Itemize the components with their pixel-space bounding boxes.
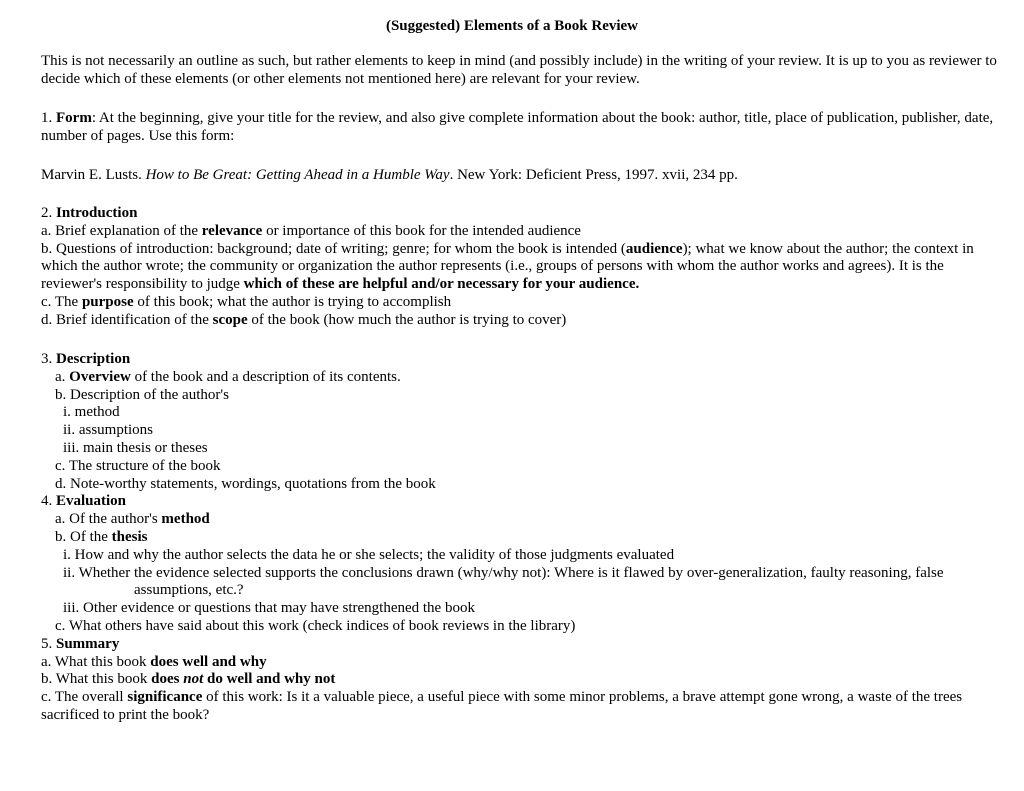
eval-item-b-ii: ii. Whether the evidence selected supports the conclusions drawn (why/why not): Where is it flawed by over-generalization, faulty reasoning, false — [63, 564, 944, 581]
citation-title: How to Be Great: Getting Ahead in a Humble Way — [145, 167, 450, 183]
section-form — [41, 110, 1006, 146]
eval-item-b: b. Of the thesis — [55, 528, 148, 545]
section-introduction — [41, 205, 1006, 330]
item-a: a. Brief explanation of the relevance or importance of this book for the intended audience — [41, 222, 581, 239]
citation-author: Marvin E. Lusts. — [41, 167, 146, 183]
eval-item-b-ii-cont: assumptions, etc.? — [134, 582, 244, 599]
section-evaluation-heading — [41, 493, 1006, 511]
section-number: 2. — [41, 205, 56, 221]
section-number: 5. — [41, 635, 56, 652]
item-d: d. Note-worthy statements, wordings, quotations from the book — [55, 475, 436, 492]
section-heading-line — [41, 205, 1006, 223]
section-summary-heading — [41, 636, 1006, 654]
item-c: c. The purpose of this book; what the author is trying to accomplish — [41, 293, 452, 310]
summary-item-b: b. What this book does not do well and why not — [41, 671, 336, 688]
section-heading: Summary — [56, 635, 120, 652]
section-heading: Description — [56, 351, 131, 367]
section-number: 3. — [41, 351, 56, 367]
section-number: 4. — [41, 493, 56, 510]
summary-item-a: a. What this book does well and why — [41, 653, 267, 670]
section-heading-line — [41, 351, 1006, 369]
item-b-iii: iii. main thesis or theses — [63, 439, 208, 456]
item-b: b. Description of the author's — [55, 386, 229, 403]
item-b-i: i. method — [63, 404, 120, 421]
eval-item-c: c. What others have said about this work (check indices of book reviews in the library) — [55, 617, 576, 634]
eval-item-b-i: i. How and why the author selects the data he or she selects; the validity of those judgments evaluated — [63, 546, 675, 563]
item-b-ii: ii. assumptions — [63, 422, 154, 439]
document-title: (Suggested) Elements of a Book Review — [385, 18, 639, 34]
citation-example — [41, 167, 1006, 185]
section-heading: Evaluation — [56, 493, 127, 510]
section-description — [41, 351, 1006, 725]
section-number: 1. — [41, 110, 56, 126]
citation-details: . New York: Deficient Press, 1997. xvii, 234 pp. — [449, 167, 738, 183]
item-b: b. Questions of introduction: background; date of writing; genre; for whom the book is intended (audience); what we know about the author; the context in which the author wrote; the community or organization the author represents (i.e., groups of persons with whom the author works and agrees). It is the reviewer's responsibility to judge which of these are helpful and/or necessary for your audience. — [41, 240, 974, 293]
summary-item-c: c. The overall significance of this work: Is it a valuable piece, a useful piece with some minor problems, a brave attempt gone wrong, a waste of the trees sacrificed to print the book? — [41, 689, 963, 723]
eval-item-b-iii: iii. Other evidence or questions that may have strengthened the book — [63, 600, 475, 617]
eval-item-a: a. Of the author's method — [55, 511, 210, 528]
item-c: c. The structure of the book — [55, 457, 221, 474]
item-a: a. Overview of the book and a description of its contents. — [55, 368, 401, 385]
section-heading: Form — [56, 110, 92, 126]
section-heading: Introduction — [56, 205, 138, 221]
item-d: d. Brief identification of the scope of the book (how much the author is trying to cover) — [41, 311, 567, 328]
section-text: : At the beginning, give your title for the review, and also give complete information about the book: author, title, place of publication, publisher, date, number of pages. Use this form: — [41, 110, 994, 144]
intro-paragraph: This is not necessarily an outline as such, but rather elements to keep in mind (and possibly include) in the writing of your review. It is up to you as reviewer to decide which of these elements (or other elements not mentioned here) are relevant for your review. — [41, 53, 997, 87]
